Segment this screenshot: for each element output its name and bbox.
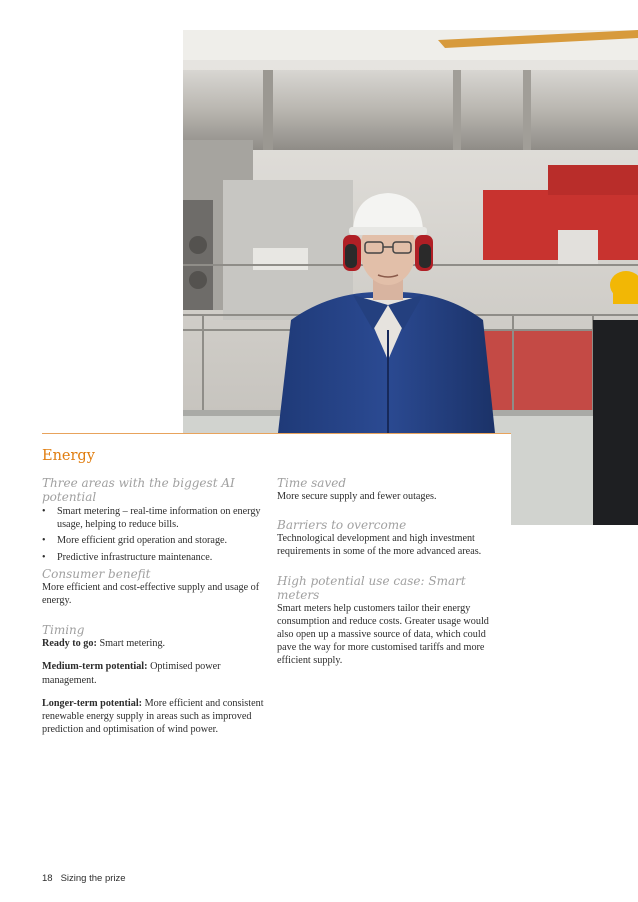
section-title: Energy xyxy=(42,448,95,464)
barriers-text: Technological development and high investment requirements in some of the more advanced areas. xyxy=(277,533,482,558)
right-column xyxy=(277,476,507,668)
list-item: • Smart metering – real-time information on energy usage, helping to reduce bills. xyxy=(42,506,261,531)
timing-medium: Medium-term potential: Optimised power management. xyxy=(42,661,221,686)
page-number: 18 xyxy=(42,873,53,884)
use-case-text: Smart meters help customers tailor their energy consumption and reduce costs. Greater usage would also open up a massive source of data, which could pave the way for more customised tariffs and more efficient supply. xyxy=(277,602,489,667)
areas-list xyxy=(42,505,264,564)
timing-heading: Timing xyxy=(42,623,85,638)
page-footer xyxy=(42,873,126,884)
time-saved-heading: Time saved xyxy=(277,476,347,490)
timing-ready: Ready to go: Smart metering. xyxy=(42,638,166,650)
bullet-icon: • xyxy=(42,535,46,547)
areas-heading: Three areas with the biggest AI potential xyxy=(42,476,235,504)
list-item: • More efficient grid operation and storage. xyxy=(42,535,228,547)
time-saved-text: More secure supply and fewer outages. xyxy=(277,491,437,502)
consumer-benefit-text: More efficient and cost-effective supply and usage of energy. xyxy=(42,581,260,607)
bullet-icon: • xyxy=(42,551,46,563)
left-column xyxy=(42,476,264,736)
section-rule xyxy=(42,433,511,434)
consumer-benefit-heading: Consumer benefit xyxy=(42,566,151,581)
list-item: • Predictive infrastructure maintenance. xyxy=(42,551,213,563)
timing-longer: Longer-term potential: More efficient and consistent renewable energy supply in areas such as improved prediction and optimisation of wind power. xyxy=(42,697,264,736)
barriers-heading: Barriers to overcome xyxy=(277,518,407,533)
use-case-heading: High potential use case: Smart meters xyxy=(277,573,466,602)
bullet-icon: • xyxy=(42,506,46,517)
footer-section-name: Sizing the prize xyxy=(60,873,126,884)
